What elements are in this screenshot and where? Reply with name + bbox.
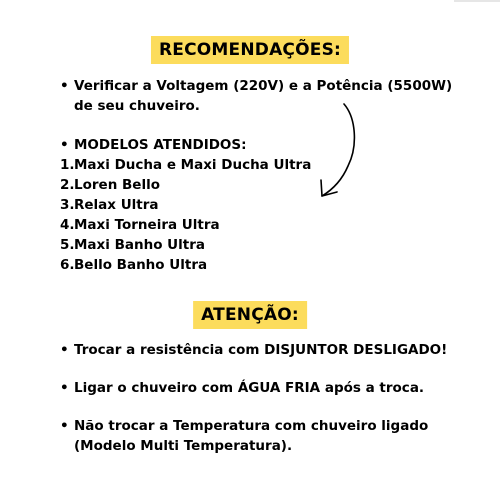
list-item-number: 1.	[60, 157, 75, 173]
list-item-number: 4.	[60, 217, 75, 233]
temperature-bullet	[60, 416, 460, 456]
list-item	[60, 235, 360, 255]
list-item	[60, 155, 360, 175]
list-item-label: Loren Bello	[74, 177, 160, 193]
list-item-label: Maxi Torneira Ultra	[74, 217, 220, 233]
bullet-dot: •	[60, 418, 69, 434]
list-item-label: Maxi Banho Ultra	[74, 237, 205, 253]
list-item-number: 3.	[60, 197, 75, 213]
list-item-number: 6.	[60, 257, 75, 273]
voltage-bullet	[60, 76, 460, 116]
list-item-label: Relax Ultra	[74, 197, 159, 213]
attention-heading: ATENÇÃO:	[193, 301, 307, 329]
bullet-dot: •	[60, 380, 69, 396]
bullet-dot: •	[60, 78, 69, 94]
temperature-text: Não trocar a Temperatura com chuveiro ligado (Modelo Multi Temperatura).	[74, 418, 429, 454]
bullet-dot: •	[60, 137, 69, 153]
cold-water-text: Ligar o chuveiro com ÁGUA FRIA após a troca.	[74, 380, 425, 396]
breaker-bullet	[60, 340, 460, 360]
recommendations-heading: RECOMENDAÇÕES:	[151, 36, 349, 64]
models-title: MODELOS ATENDIDOS:	[74, 137, 247, 153]
list-item-label: Maxi Ducha e Maxi Ducha Ultra	[74, 157, 312, 173]
models-list	[60, 155, 360, 275]
cold-water-bullet	[60, 378, 460, 398]
voltage-text: Verificar a Voltagem (220V) e a Potência (5500W) de seu chuveiro.	[74, 78, 453, 114]
models-bullet	[60, 135, 460, 155]
list-item	[60, 255, 360, 275]
list-item	[60, 195, 360, 215]
curved-arrow-icon	[316, 100, 366, 202]
list-item-label: Bello Banho Ultra	[74, 257, 208, 273]
list-item-number: 2.	[60, 177, 75, 193]
list-item	[60, 215, 360, 235]
breaker-text: Trocar a resistência com DISJUNTOR DESLIGADO!	[74, 342, 448, 358]
corner-divider	[454, 0, 500, 2]
list-item	[60, 175, 360, 195]
list-item-number: 5.	[60, 237, 75, 253]
bullet-dot: •	[60, 342, 69, 358]
